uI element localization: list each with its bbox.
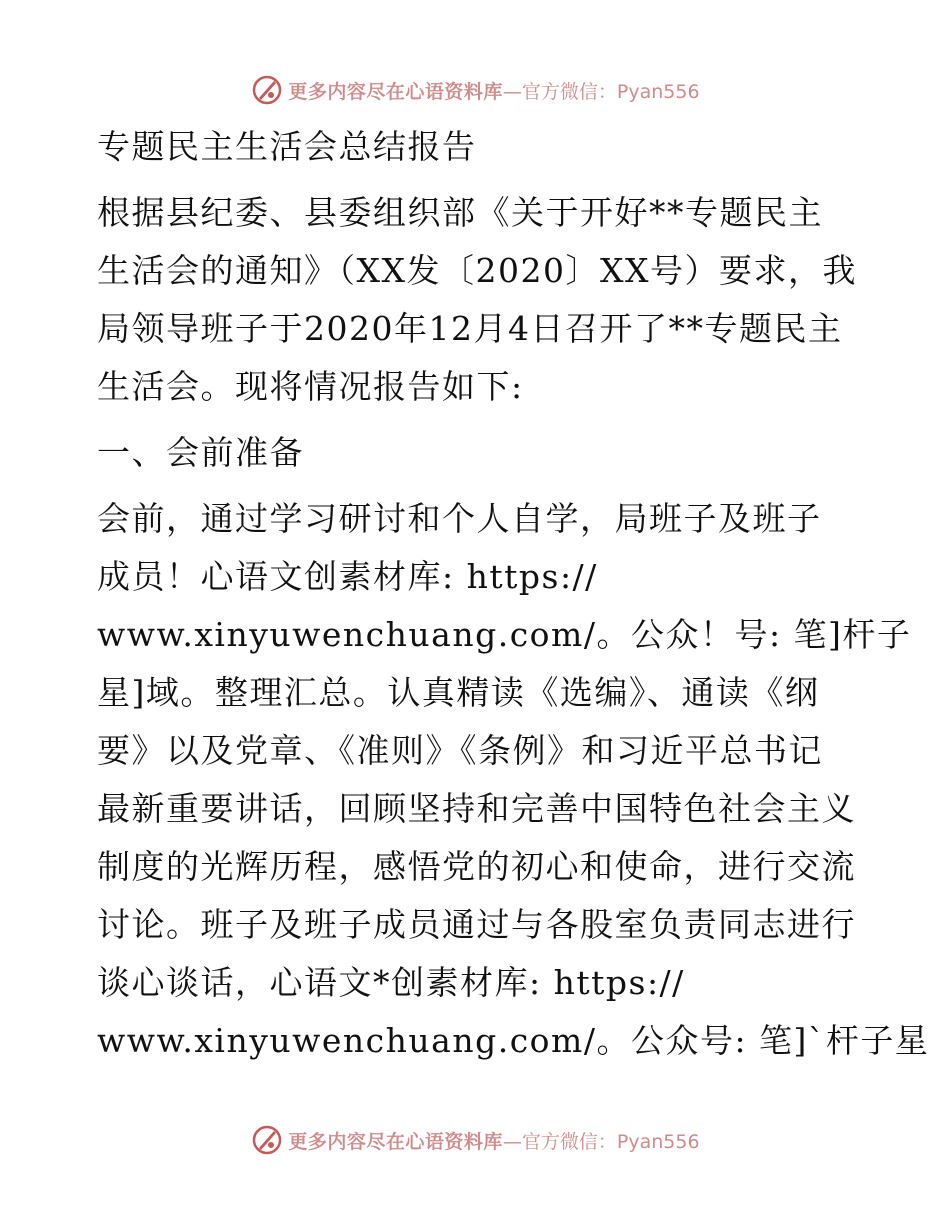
text-line: www.xinyuwenchuang.com/。公众！号: 笔]杆子 bbox=[97, 615, 912, 654]
text-line: www.xinyuwenchuang.com/。公众号: 笔]`杆子星 bbox=[97, 1021, 930, 1060]
text-line: 生活会。现将情况报告如下: bbox=[97, 367, 524, 406]
text-line: 制度的光辉历程，感悟党的初心和使命，进行交流 bbox=[97, 847, 856, 886]
banner-wechat-text: —官方微信：Pyan556 bbox=[502, 80, 700, 103]
document-body bbox=[97, 118, 930, 1070]
text-line: 最新重要讲话，回顾坚持和完善中国特色社会主义 bbox=[97, 789, 856, 828]
text-line: 要》以及党章、《准则》《条例》和习近平总书记 bbox=[97, 731, 823, 770]
quill-logo-icon bbox=[250, 73, 284, 107]
footer-watermark-banner bbox=[0, 1120, 950, 1160]
paragraph-intro bbox=[97, 184, 857, 416]
banner-site-text: 更多内容尽在心语资料库 bbox=[288, 80, 503, 103]
header-watermark-banner bbox=[0, 70, 950, 110]
text-line: 谈心谈话，心语文*创素材库: https:// bbox=[97, 963, 685, 1002]
text-line: 生活会的通知》（XX发〔2020〕XX号）要求，我 bbox=[97, 251, 857, 290]
text-line: 成员！心语文创素材库: https:// bbox=[97, 557, 598, 596]
paragraph-preparation bbox=[97, 490, 930, 1070]
text-line: 局领导班子于2020年12月4日召开了**专题民主 bbox=[97, 309, 843, 348]
text-line: 星]域。整理汇总。认真精读《选编》、通读《纲 bbox=[97, 673, 820, 712]
document-title: 专题民主生活会总结报告 bbox=[97, 127, 477, 166]
banner-wechat-text: —官方微信：Pyan556 bbox=[502, 1130, 700, 1153]
text-line: 根据县纪委、县委组织部《关于开好**专题民主 bbox=[97, 193, 823, 232]
text-line: 会前，通过学习研讨和个人自学，局班子及班子 bbox=[97, 499, 822, 538]
quill-logo-icon bbox=[250, 1123, 284, 1157]
banner-site-text: 更多内容尽在心语资料库 bbox=[288, 1130, 503, 1153]
section-heading: 一、会前准备 bbox=[97, 433, 304, 472]
text-line: 讨论。班子及班子成员通过与各股室负责同志进行 bbox=[97, 905, 856, 944]
